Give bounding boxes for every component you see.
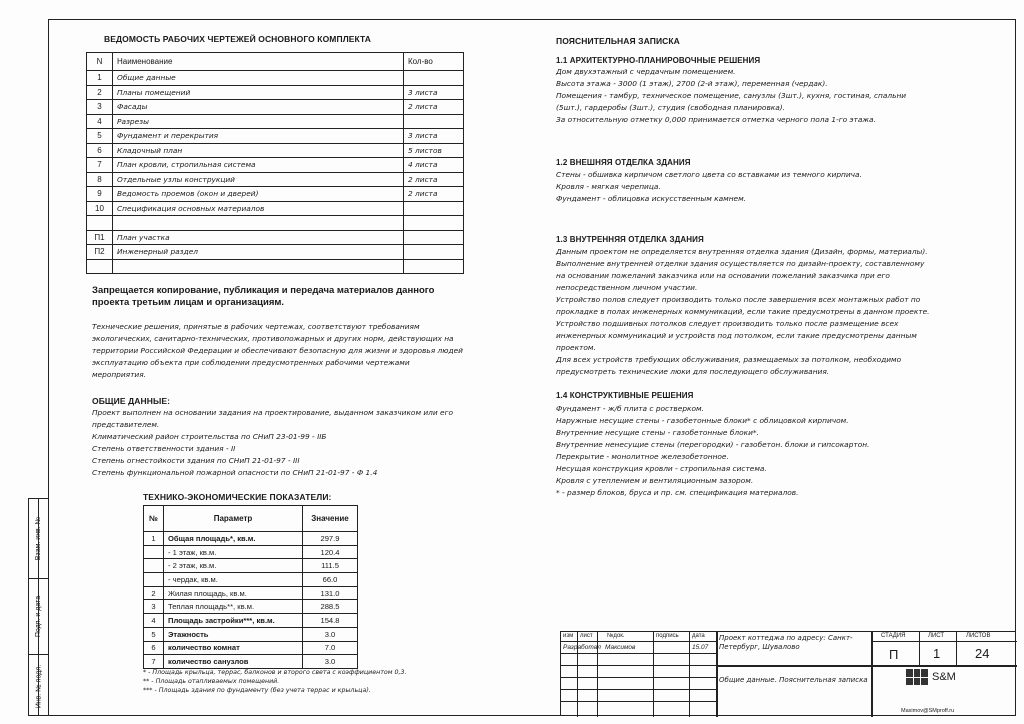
tech-compliance-text: Технические решения, принятые в рабочих чертежах, соответствуют требованиям экологических, санитарно-технических, противопожарных и других норм, действующих на территории Российской Федерации и обеспечивают безопасную для жизни и здоровья людей эксплуатацию объекта при соблюдении предусмотренных рабочими чертежами мероприятия. [92, 322, 463, 379]
tep-cell-v: 154.8 [303, 614, 358, 628]
drawings-cell-qty: 3 листа [404, 129, 464, 144]
tb-sheets-label: ЛИСТОВ [966, 633, 991, 639]
drawings-cell-qty [404, 259, 464, 274]
tb-sheet: 1 [933, 646, 941, 661]
note-line: Выполнение внутренней отделки здания осуществляется по дизайн-проекту, составленному [556, 259, 925, 268]
section-1-2-text [556, 169, 976, 205]
drawings-row [87, 216, 464, 231]
logo-text: S&M [932, 671, 956, 683]
drawings-row [87, 259, 464, 274]
tep-cell-v: 131.0 [303, 586, 358, 600]
tep-row [144, 600, 358, 614]
section-1-1-title: 1.1 АРХИТЕКТУРНО-ПЛАНИРОВОЧНЫЕ РЕШЕНИЯ [556, 56, 761, 65]
tb-email: Maximov@SMproff.ru [901, 708, 955, 714]
tep-cell-p: Этажность [164, 627, 303, 641]
drawings-cell-name: Спецификация основных материалов [113, 201, 404, 216]
general-line: Климатический район строительства по СНиП 23-01-99 - IIБ [92, 432, 327, 441]
tep-cell-p: Теплая площадь**, кв.м. [164, 600, 303, 614]
note-line: Высота этажа - 3000 (1 этаж), 2700 (2-й этаж), переменная (чердак). [556, 79, 828, 88]
tb-stage-label: СТАДИЯ [881, 633, 906, 639]
tep-cell-p: Площадь застройки***, кв.м. [164, 614, 303, 628]
drawings-cell-qty: 5 листов [404, 143, 464, 158]
drawings-cell-qty [404, 71, 464, 86]
drawings-row [87, 100, 464, 115]
tep-cell-p: количество санузлов [164, 655, 303, 669]
general-line: Степень функциональной пожарной опасности по СНиП 21-01-97 - Ф 1.4 [92, 468, 378, 477]
drawings-header-row [87, 53, 464, 71]
general-line: Степень огнестойкости здания по СНиП 21-01-97 - III [92, 456, 300, 465]
tep-cell-n: 6 [144, 641, 164, 655]
note-line: на основании пожеланий заказчика или на основании пожеланий заказчика при его [556, 271, 890, 280]
tep-cell-n: 3 [144, 600, 164, 614]
note-line: Фундамент - облицовка искусственным камнем. [556, 194, 747, 203]
tb-h-doc: №док. [607, 633, 625, 639]
tep-cell-p: - чердак, кв.м. [164, 573, 303, 587]
drawings-row [87, 201, 464, 216]
tep-table [143, 505, 358, 669]
drawings-cell-name [113, 216, 404, 231]
tb-role: Разработал [563, 644, 601, 651]
drawings-cell-n: 5 [87, 129, 113, 144]
tb-person: Максимов [605, 644, 636, 651]
note-line: инженерных коммуникаций и устройств под потолком, если такие предусмотрены данным [556, 331, 917, 340]
side-label: Взам. инв. № [35, 516, 43, 561]
note-line: Помещения - тамбур, техническое помещение, санузлы (3шт.), кухня, гостиная, спальни [556, 91, 907, 100]
drawings-row [87, 172, 464, 187]
section-1-3-text [556, 246, 976, 378]
tb-date: 15.07 [692, 644, 709, 651]
tep-cell-v: 66.0 [303, 573, 358, 587]
drawings-cell-name: Разрезы [113, 114, 404, 129]
note-line: * - размер блоков, бруса и пр. см. спецификация материалов. [556, 488, 799, 497]
tep-row [144, 545, 358, 559]
note-line: Дом двухэтажный с чердачным помещением. [556, 67, 736, 76]
note-line: Кровля - мягкая черепица. [556, 182, 661, 191]
copyright-warning: Запрещается копирование, публикация и передача материалов данного проекта третьим лицам и организациям. [92, 285, 435, 308]
drawings-cell-qty [404, 201, 464, 216]
drawings-cell-qty: 2 листа [404, 172, 464, 187]
drawings-cell-name: Отдельные узлы конструкций [113, 172, 404, 187]
general-data-text [92, 407, 464, 479]
drawings-cell-n: П1 [87, 230, 113, 245]
drawings-cell-name: Фундамент и перекрытия [113, 129, 404, 144]
section-1-4-text [556, 403, 976, 499]
logo-icon [906, 669, 928, 685]
tep-row [144, 627, 358, 641]
tep-cell-p: - 1 этаж, кв.м. [164, 545, 303, 559]
drawings-cell-name: План участка [113, 230, 404, 245]
side-label: Инв. № подл. [35, 664, 43, 708]
drawings-cell-n: 1 [87, 71, 113, 86]
drawings-cell-name: Общие данные [113, 71, 404, 86]
drawings-cell-qty: 2 листа [404, 187, 464, 202]
note-line: Фундамент - ж/б плита с ростверком. [556, 404, 704, 413]
col-qty: Кол-во [404, 53, 464, 71]
section-1-2-title: 1.2 ВНЕШНЯЯ ОТДЕЛКА ЗДАНИЯ [556, 158, 691, 167]
tep-cell-p: - 2 этаж, кв.м. [164, 559, 303, 573]
note-line: проектом. [556, 343, 596, 352]
tep-row [144, 559, 358, 573]
general-data-title: ОБЩИЕ ДАННЫЕ: [92, 396, 171, 406]
drawings-cell-qty [404, 114, 464, 129]
tep-footnotes [143, 668, 407, 695]
tb-sheet-label: ЛИСТ [928, 633, 945, 639]
tep-cell-v: 120.4 [303, 545, 358, 559]
tep-col-param: Параметр [164, 506, 303, 532]
drawings-row [87, 187, 464, 202]
note-line: Данным проектом не определяется внутренняя отделка здания (Дизайн, формы, материалы). [556, 247, 928, 256]
drawings-cell-n [87, 216, 113, 231]
tep-cell-n [144, 545, 164, 559]
tep-cell-v: 3.0 [303, 627, 358, 641]
drawings-cell-n: 7 [87, 158, 113, 173]
drawings-row [87, 71, 464, 86]
drawings-cell-name: Кладочный план [113, 143, 404, 158]
note-line: (5шт.), гардеробы (3шт.), студия (свободная планировка). [556, 103, 786, 112]
drawings-cell-n: 6 [87, 143, 113, 158]
general-line: Проект выполнен на основании задания на проектирование, выданном заказчиком или его представителем. [92, 408, 454, 429]
side-stamp-blank [35, 498, 48, 716]
note-line: Для всех устройств требующих обслуживания, размещаемых за потолком, необходимо [556, 355, 902, 364]
tb-h-izm: изм [563, 633, 574, 639]
drawings-cell-qty [404, 230, 464, 245]
note-line: прокладке в полах инженерных коммуникаций, если такие предусмотрены в данном проекте. [556, 307, 930, 316]
tep-cell-v: 3.0 [303, 655, 358, 669]
tep-cell-n: 4 [144, 614, 164, 628]
drawings-title: ВЕДОМОСТЬ РАБОЧИХ ЧЕРТЕЖЕЙ ОСНОВНОГО КОМПЛЕКТА [104, 34, 372, 44]
footnote: * - Площадь крыльца, террас, балконов и второго света с коэффициентом 0,3. [143, 669, 407, 676]
tep-cell-v: 297.9 [303, 532, 358, 546]
drawings-row [87, 158, 464, 173]
drawings-cell-n [87, 259, 113, 274]
tb-h-date: дата [692, 633, 705, 639]
drawings-cell-qty: 4 листа [404, 158, 464, 173]
tb-sheets: 24 [975, 646, 990, 661]
drawings-cell-name: Инженерный раздел [113, 245, 404, 260]
note-line: Внутренние ненесущие стены (перегородки) - газобетон. блоки и гипсокартон. [556, 440, 870, 449]
footnote: ** - Площадь отапливаемых помещений. [143, 678, 280, 685]
section-1-1-text [556, 66, 976, 126]
drawings-cell-n: 8 [87, 172, 113, 187]
col-name: Наименование [113, 53, 404, 71]
section-1-3-title: 1.3 ВНУТРЕННЯЯ ОТДЕЛКА ЗДАНИЯ [556, 235, 704, 244]
note-line: Несущая конструкция кровли - стропильная система. [556, 464, 767, 473]
drawings-row [87, 114, 464, 129]
tep-cell-n: 5 [144, 627, 164, 641]
tep-cell-p: Общая площадь*, кв.м. [164, 532, 303, 546]
tep-row [144, 655, 358, 669]
tep-col-n: № [144, 506, 164, 532]
side-label: Подп. и дата [35, 595, 43, 638]
drawings-cell-n: 9 [87, 187, 113, 202]
tep-row [144, 614, 358, 628]
drawings-table [86, 52, 464, 274]
tep-cell-n: 7 [144, 655, 164, 669]
note-line: За относительную отметку 0,000 принимается отметка черного пола 1-го этажа. [556, 115, 876, 124]
drawings-cell-qty [404, 216, 464, 231]
drawings-cell-qty [404, 245, 464, 260]
note-line: Наружные несущие стены - газобетонные блоки* с облицовкой кирпичом. [556, 416, 849, 425]
drawings-cell-name: Ведомость проемов (окон и дверей) [113, 187, 404, 202]
note-line: Устройство подшивных потолков следует производить только после размещение всех [556, 319, 899, 328]
drawings-cell-name [113, 259, 404, 274]
section-1-4-title: 1.4 КОНСТРУКТИВНЫЕ РЕШЕНИЯ [556, 391, 694, 400]
tep-cell-v: 288.5 [303, 600, 358, 614]
note-line: Кровля с утеплением и вентиляционным зазором. [556, 476, 754, 485]
drawings-cell-name: Планы помещений [113, 85, 404, 100]
general-line: Степень ответственности здания - II [92, 444, 236, 453]
drawings-cell-name: План кровли, стропильная система [113, 158, 404, 173]
tep-title: ТЕХНИКО-ЭКОНОМИЧЕСКИЕ ПОКАЗАТЕЛИ: [143, 492, 332, 502]
col-n: N [87, 53, 113, 71]
drawings-cell-n: 3 [87, 100, 113, 115]
drawings-row [87, 230, 464, 245]
tep-cell-v: 7.0 [303, 641, 358, 655]
note-line: непосредственном личном участии. [556, 283, 698, 292]
drawings-row [87, 143, 464, 158]
drawings-cell-qty: 3 листа [404, 85, 464, 100]
drawings-cell-n: 4 [87, 114, 113, 129]
drawings-row [87, 85, 464, 100]
tep-header-row [144, 506, 358, 532]
footnote: *** - Площадь здания по фундаменту (без учета террас и крыльца). [143, 687, 371, 694]
note-line: Устройство полов следует производить только после завершения всех монтажных работ по [556, 295, 921, 304]
tep-cell-n [144, 573, 164, 587]
tb-stage: П [889, 647, 899, 662]
note-line: Перекрытие - монолитное железобетонное. [556, 452, 729, 461]
company-logo [906, 669, 956, 685]
drawings-row [87, 245, 464, 260]
drawings-cell-n: 2 [87, 85, 113, 100]
drawings-row [87, 129, 464, 144]
explanatory-note-title: ПОЯСНИТЕЛЬНАЯ ЗАПИСКА [556, 36, 680, 46]
drawings-cell-n: П2 [87, 245, 113, 260]
tep-row [144, 573, 358, 587]
drawings-cell-name: Фасады [113, 100, 404, 115]
tb-sheet-name: Общие данные. Пояснительная записка [719, 676, 868, 684]
tep-cell-n: 1 [144, 532, 164, 546]
tb-project: Проект коттеджа по адресу: Санкт-Петербург, Шувалово [719, 634, 853, 651]
tep-cell-n: 2 [144, 586, 164, 600]
tep-row [144, 586, 358, 600]
tep-cell-p: количество комнат [164, 641, 303, 655]
tep-row [144, 641, 358, 655]
note-line: предусмотреть технические люки для последующего обслуживания. [556, 367, 830, 376]
note-line: Внутренние несущие стены - газобетонные блоки*. [556, 428, 759, 437]
tb-h-sign: подпись [656, 633, 679, 639]
tep-row [144, 532, 358, 546]
tep-col-value: Значение [303, 506, 358, 532]
tep-cell-p: Жилая площадь, кв.м. [164, 586, 303, 600]
tb-h-list: лист [580, 633, 593, 639]
tep-cell-n [144, 559, 164, 573]
drawings-cell-n: 10 [87, 201, 113, 216]
drawings-cell-qty: 2 листа [404, 100, 464, 115]
tep-cell-v: 111.5 [303, 559, 358, 573]
note-line: Стены - обшивка кирпичом светлого цвета со вставками из темного кирпича. [556, 170, 862, 179]
